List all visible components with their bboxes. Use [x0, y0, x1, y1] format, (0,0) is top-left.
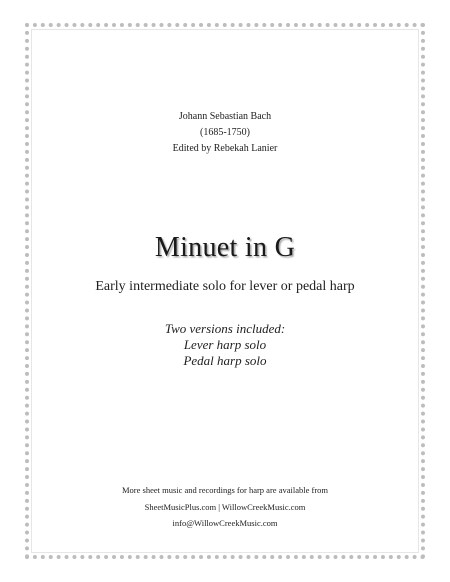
editor-credit: Edited by Rebekah Lanier	[172, 143, 278, 154]
composer-name: Johann Sebastian Bach	[178, 111, 272, 122]
page-title: Minuet in G	[154, 232, 296, 263]
page-subtitle: Early intermediate solo for lever or pedal harp	[95, 279, 355, 294]
version-item-lever: Lever harp solo	[183, 337, 267, 352]
footer-note: More sheet music and recordings for harp are available from	[121, 485, 329, 495]
footer-email: info@WillowCreekMusic.com	[172, 518, 278, 528]
footer-websites: SheetMusicPlus.com | WillowCreekMusic.com	[144, 502, 306, 512]
version-item-pedal: Pedal harp solo	[183, 353, 267, 368]
versions-heading: Two versions included:	[164, 321, 286, 336]
composer-dates: (1685-1750)	[200, 127, 250, 138]
